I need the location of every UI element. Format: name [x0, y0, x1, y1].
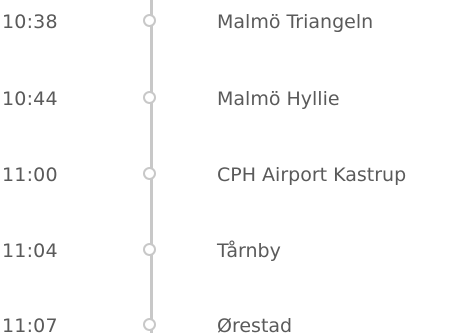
- stop-marker-icon: [143, 14, 156, 27]
- station-name: Malmö Triangeln: [217, 11, 374, 33]
- departure-time: 11:07: [2, 315, 58, 333]
- station-name: CPH Airport Kastrup: [217, 164, 407, 186]
- departure-time: 11:00: [2, 164, 58, 186]
- departure-time: 10:44: [2, 88, 58, 110]
- stop-row[interactable]: [0, 306, 472, 333]
- stop-row[interactable]: [0, 2, 472, 42]
- station-name: Malmö Hyllie: [217, 88, 340, 110]
- stop-marker-icon: [143, 167, 156, 180]
- departure-time: 11:04: [2, 240, 58, 262]
- station-name: Ørestad: [217, 315, 293, 333]
- stop-marker-icon: [143, 243, 156, 256]
- stop-marker-icon: [143, 318, 156, 331]
- station-name: Tårnby: [217, 240, 281, 262]
- stop-row[interactable]: [0, 231, 472, 271]
- stop-row[interactable]: [0, 155, 472, 195]
- departure-time: 10:38: [2, 11, 58, 33]
- stop-marker-icon: [143, 91, 156, 104]
- stop-row[interactable]: [0, 79, 472, 119]
